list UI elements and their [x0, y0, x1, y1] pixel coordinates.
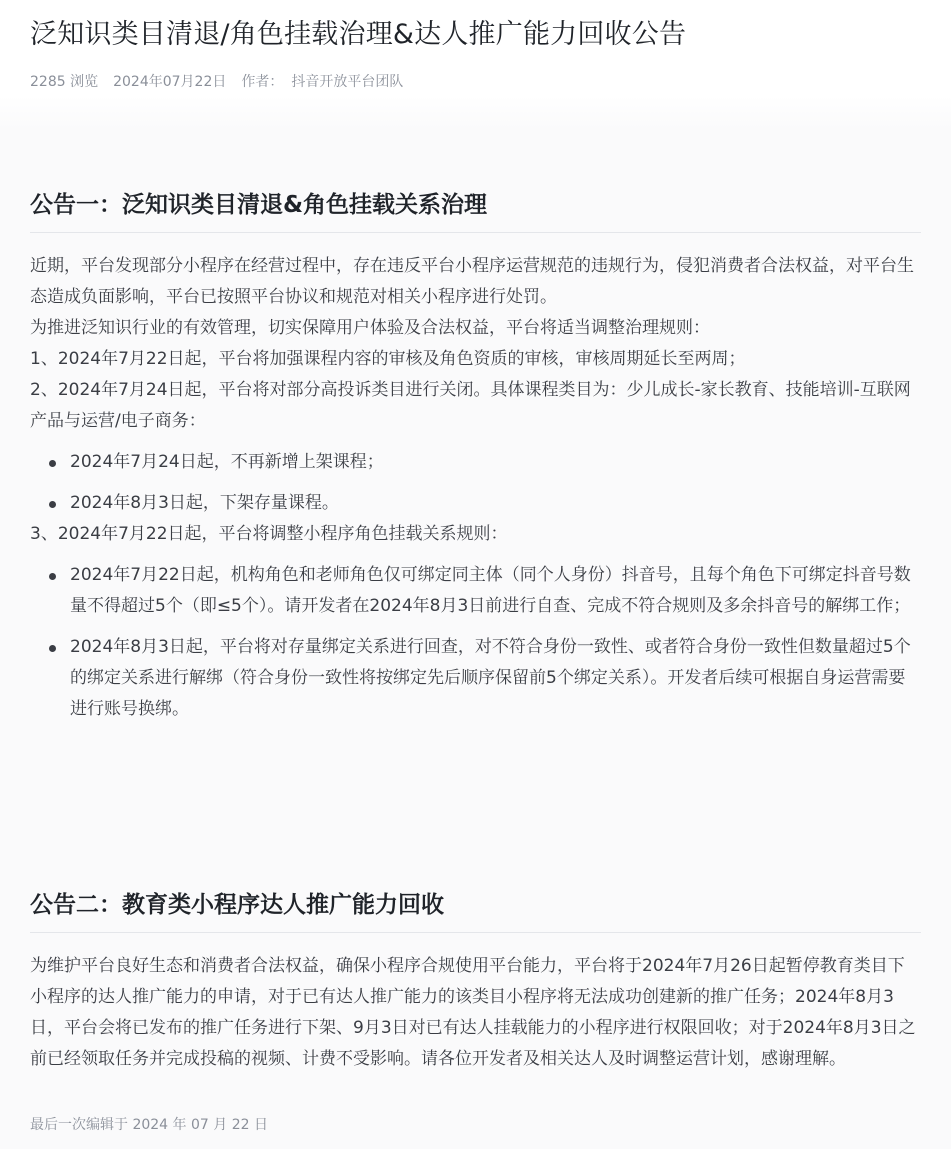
- list-item: [30, 488, 921, 519]
- announcement-section-2: [30, 888, 921, 1075]
- section-1-rules-lead: 为推进泛知识行业的有效管理，切实保障用户体验及合法权益，平台将适当调整治理规则：: [30, 318, 710, 338]
- section-1-heading: 公告一：泛知识类目清退&角色挂载关系治理: [30, 188, 921, 233]
- article-title: 泛知识类目清退/角色挂载治理&达人推广能力回收公告: [30, 19, 687, 50]
- rule-3-list: [30, 560, 921, 725]
- author-name: 抖音开放平台团队: [291, 74, 404, 90]
- rule-3: 3、2024年7月22日起，平台将调整小程序角色挂载关系规则：: [30, 524, 508, 544]
- list-item: [30, 560, 921, 622]
- publish-date: 2024年07月22日: [113, 74, 227, 90]
- list-item-text: 2024年7月24日起，不再新增上架课程；: [70, 452, 384, 472]
- list-item-text: 2024年7月22日起，机构角色和老师角色仅可绑定同主体（同个人身份）抖音号，且每个角色下可绑定抖音号数量不得超过5个（即≤5个）。请开发者在2024年8月3日前进行自查、完成不符合规则及多余抖音号的解绑工作；: [70, 565, 911, 616]
- list-item-text: 2024年8月3日起，下架存量课程。: [70, 493, 339, 513]
- section-2-heading: 公告二：教育类小程序达人推广能力回收: [30, 888, 921, 933]
- bullet-icon: [49, 460, 56, 467]
- bullet-icon: [49, 501, 56, 508]
- bullet-icon: [49, 645, 56, 652]
- list-item-text: 2024年8月3日起，平台将对存量绑定关系进行回查，对不符合身份一致性、或者符合身份一致性但数量超过5个的绑定关系进行解绑（符合身份一致性将按绑定先后顺序保留前5个绑定关系）。开发者后续可根据自身运营需要进行账号换绑。: [70, 637, 911, 719]
- list-item: [30, 447, 921, 478]
- rule-1: 1、2024年7月22日起，平台将加强课程内容的审核及角色资质的审核，审核周期延长至两周；: [30, 349, 746, 369]
- rule-2-list: [30, 447, 921, 519]
- author-label: 作者：: [241, 74, 284, 90]
- list-item: [30, 632, 921, 725]
- section-1-intro: 近期，平台发现部分小程序在经营过程中，存在违反平台小程序运营规范的违规行为，侵犯消费者合法权益，对平台生态造成负面影响，平台已按照平台协议和规范对相关小程序进行处罚。: [30, 256, 914, 307]
- last-edited-note: 最后一次编辑于 2024 年 07 月 22 日: [30, 1117, 268, 1133]
- bullet-icon: [49, 573, 56, 580]
- view-count: 2285 浏览: [30, 74, 99, 90]
- rule-2: 2、2024年7月24日起，平台将对部分高投诉类目进行关闭。具体课程类目为：少儿成长-家长教育、技能培训-互联网产品与运营/电子商务：: [30, 380, 911, 431]
- section-2-body: 为维护平台良好生态和消费者合法权益，确保小程序合规使用平台能力，平台将于2024年7月26日起暂停教育类目下小程序的达人推广能力的申请，对于已有达人推广能力的该类目小程序将无法成功创建新的推广任务；2024年8月3日，平台会将已发布的推广任务进行下架、9月3日对已有达人挂载能力的小程序进行权限回收；对于2024年8月3日之前已经领取任务并完成投稿的视频、计费不受影响。请各位开发者及相关达人及时调整运营计划，感谢理解。: [30, 956, 916, 1069]
- article-meta: [30, 72, 921, 92]
- announcement-section-1: [30, 188, 921, 725]
